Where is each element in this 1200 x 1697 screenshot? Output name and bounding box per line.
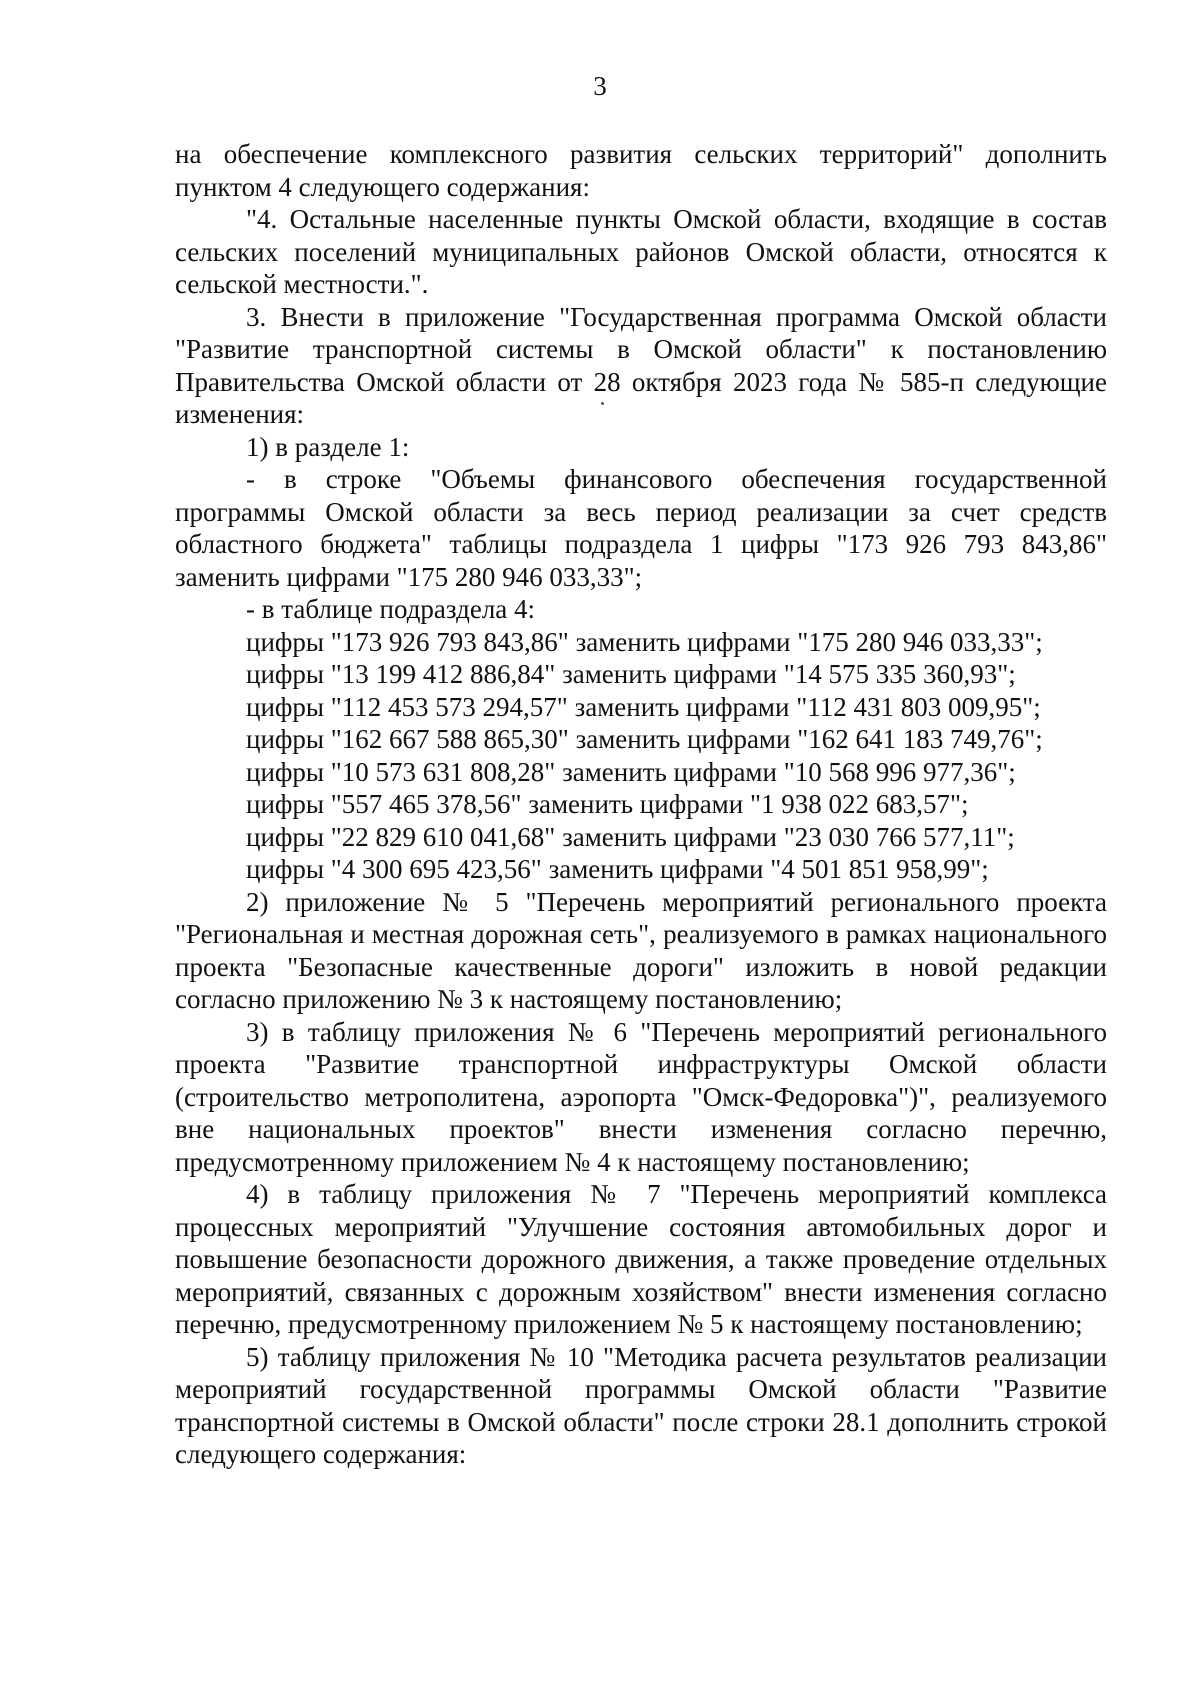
document-body xyxy=(175,138,1107,1471)
paragraph: - в таблице подраздела 4: xyxy=(246,594,536,624)
replacement-line: цифры "22 829 610 041,68" заменить цифрами "23 030 766 577,11"; xyxy=(246,821,1015,852)
replacement-line: цифры "112 453 573 294,57" заменить цифрами "112 431 803 009,95"; xyxy=(246,691,1041,722)
replacement-line: цифры "4 300 695 423,56" заменить цифрами "4 501 851 958,99"; xyxy=(246,854,989,884)
list-item: 2) приложение № 5 "Перечень мероприятий регионального проекта "Региональная и местная дорожная сеть", реализуемого в рамках национального проекта "Безопасные качественные дороги" изложить в новой редакции согласно приложению № 3 к настоящему постановлению; xyxy=(175,886,1107,1014)
page-number: 3 xyxy=(593,71,607,101)
list-item: 5) таблицу приложения № 10 "Методика расчета результатов реализации мероприятий государственной программы Омской области "Развитие транспортной системы в Омской области" после строки 28.1 дополнить строкой следующего содержания: xyxy=(175,1341,1107,1469)
list-item: 3) в таблицу приложения № 6 "Перечень мероприятий регионального проекта "Развитие транспортной инфраструктуры Омской области (строительство метрополитена, аэропорта "Омск-Федоровка")", реализуемого вне национальных проектов" внести изменения согласно перечню, предусмотренному приложением № 4 к настоящему постановлению; xyxy=(175,1016,1107,1177)
replacement-line: цифры "13 199 412 886,84" заменить цифрами "14 575 335 360,93"; xyxy=(246,659,1016,689)
replacement-line: цифры "557 465 378,56" заменить цифрами "1 938 022 683,57"; xyxy=(246,789,969,819)
paragraph: 3. Внести в приложение "Государственная программа Омской области "Развитие транспортной системы в Омской области" к постановлению Правительства Омской области от 28 октября 2023 года № 585-п следующие изменения: xyxy=(175,301,1107,429)
scan-speck xyxy=(601,402,604,405)
replacement-line: цифры "162 667 588 865,30" заменить цифрами "162 641 183 749,76"; xyxy=(246,724,1043,754)
paragraph: - в строке "Объемы финансового обеспечения государственной программы Омской области за весь период реализации за счет средств областного бюджета" таблицы подраздела 1 цифры "173 926 793 843,86" заменить цифрами "175 280 946 033,33"; xyxy=(175,464,1107,592)
replacement-line: цифры "10 573 631 808,28" заменить цифрами "10 568 996 977,36"; xyxy=(246,756,1016,787)
replacement-line: цифры "173 926 793 843,86" заменить цифрами "175 280 946 033,33"; xyxy=(246,626,1043,657)
paragraph: 1) в разделе 1: xyxy=(246,431,410,462)
list-item: 4) в таблицу приложения № 7 "Перечень мероприятий комплекса процессных мероприятий "Улучшение состояния автомобильных дорог и повышение безопасности дорожного движения, а также проведение отдельных мероприятий, связанных с дорожным хозяйством" внести изменения согласно перечню, предусмотренному приложением № 5 к настоящему постановлению; xyxy=(175,1179,1107,1339)
paragraph: "4. Остальные населенные пункты Омской области, входящие в состав сельских поселений муниципальных районов Омской области, относятся к сельской местности.". xyxy=(175,204,1107,299)
replacement-list xyxy=(175,626,1107,886)
paragraph: на обеспечение комплексного развития сельских территорий" дополнить пунктом 4 следующего содержания: xyxy=(175,139,1107,202)
